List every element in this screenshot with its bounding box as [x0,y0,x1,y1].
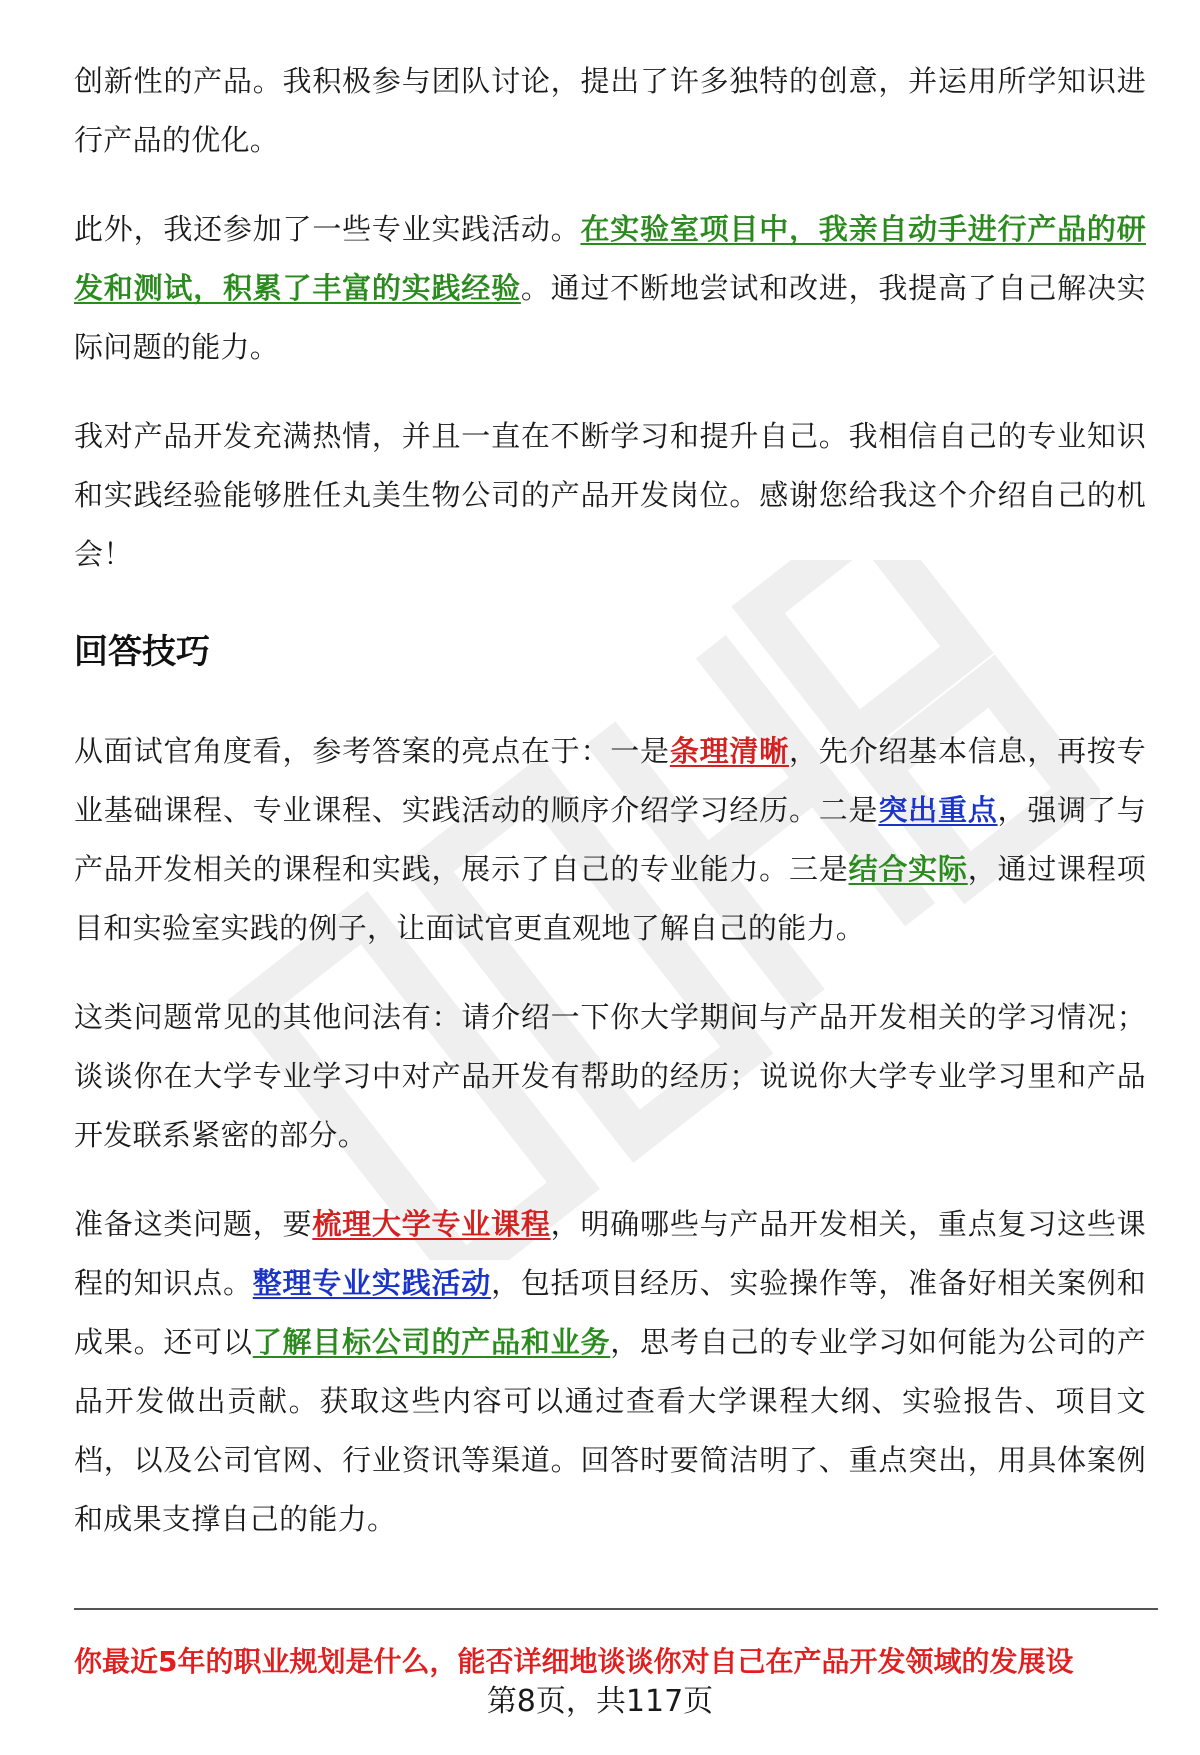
paragraph-text: 从面试官角度看，参考答案的亮点在于：一是 [74,734,670,768]
paragraph-text: ，明确哪些与产品开发相关，重点复习这些课程的知识点。 [74,1207,1146,1300]
paragraph-text: 此外，我还参加了一些专业实践活动。 [74,212,581,246]
highlighted-phrase: 条理清晰 [669,734,789,768]
intro-paragraphs [74,52,1146,584]
highlighted-phrase: 结合实际 [848,852,968,886]
paragraph-text: 我对产品开发充满热情，并且一直在不断学习和提升自己。我相信自己的专业知识和实践经验能够胜任丸美生物公司的产品开发岗位。感谢您给我这个介绍自己的机会！ [74,419,1146,571]
paragraph-text: ，包括项目经历、实验操作等，准备好相关案例和成果。还可以 [74,1266,1146,1359]
paragraph-text: 创新性的产品。我积极参与团队讨论，提出了许多独特的创意，并运用所学知识进行产品的优化。 [74,64,1146,157]
paragraph-text: 准备这类问题，要 [74,1207,313,1241]
paragraph [74,988,1146,1165]
section-heading: 回答技巧 [74,632,210,672]
paragraph [74,407,1146,584]
highlighted-phrase: 突出重点 [878,793,998,827]
paragraph-text: ，通过课程项目和实验室实践的例子，让面试官更直观地了解自己的能力。 [74,852,1146,945]
paragraph [74,1195,1146,1549]
paragraph-text: ，强调了与产品开发相关的课程和实践，展示了自己的专业能力。三是 [74,793,1146,886]
paragraph-text: 。通过不断地尝试和改进，我提高了自己解决实际问题的能力。 [74,271,1146,364]
document-body [74,52,1146,1579]
paragraph [74,52,1146,170]
highlighted-phrase: 在实验室项目中，我亲自动手进行产品的研发和测试，积累了丰富的实践经验 [74,212,1146,305]
paragraph-text: ，先介绍基本信息，再按专业基础课程、专业课程、实践活动的顺序介绍学习经历。二是 [74,734,1146,827]
tips-paragraphs [74,722,1146,1549]
paragraph [74,722,1146,958]
highlighted-phrase: 了解目标公司的产品和业务 [252,1325,611,1359]
page-number: 第8页，共117页 [486,1684,714,1719]
paragraph-text: 这类问题常见的其他问法有：请介绍一下你大学期间与产品开发相关的学习情况；谈谈你在大学专业学习中对产品开发有帮助的经历；说说你大学专业学习里和产品开发联系紧密的部分。 [74,1000,1146,1152]
paragraph [74,200,1146,377]
paragraph-text: ，思考自己的专业学习如何能为公司的产品开发做出贡献。获取这些内容可以通过查看大学课程大纲、实验报告、项目文档，以及公司官网、行业资讯等渠道。回答时要简洁明了、重点突出，用具体案例和成果支撑自己的能力。 [74,1325,1146,1536]
footer-divider [74,1608,1158,1610]
highlighted-phrase: 梳理大学专业课程 [312,1207,551,1241]
highlighted-phrase: 整理专业实践活动 [252,1266,492,1300]
next-question-title: 你最近5年的职业规划是什么，能否详细地谈谈你对自己在产品开发领域的发展设 [74,1645,1074,1678]
